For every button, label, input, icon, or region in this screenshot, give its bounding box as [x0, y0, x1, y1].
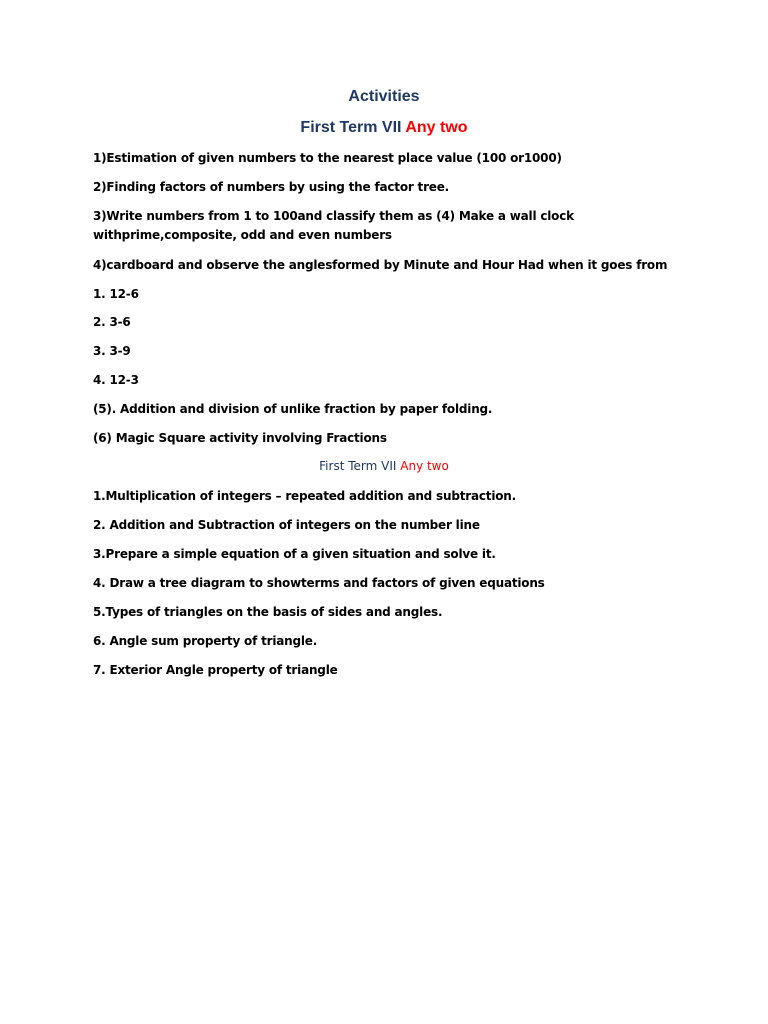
section-heading-accent: Any two [400, 459, 449, 473]
section-heading-accent: Any two [405, 119, 468, 136]
page-title: Activities [348, 88, 420, 105]
activity-item: 1.Multiplication of integers – repeated addition and subtraction. [93, 489, 516, 503]
activity-subitem: 3. 3-9 [93, 344, 131, 358]
activity-item: 1)Estimation of given numbers to the nearest place value (100 or1000) [93, 151, 562, 165]
section-heading-label: First Term VII [319, 459, 397, 473]
activity-subitem: 4. 12-3 [93, 373, 139, 387]
activity-item: 3)Write numbers from 1 to 100and classify them as (4) Make a wall clock [93, 209, 574, 223]
activity-item: (5). Addition and division of unlike fraction by paper folding. [93, 402, 493, 416]
activity-item: 2. Addition and Subtraction of integers on the number line [93, 518, 480, 532]
activity-item: 3.Prepare a simple equation of a given situation and solve it. [93, 547, 496, 561]
activity-item: 5.Types of triangles on the basis of sides and angles. [93, 605, 443, 619]
activity-item: 4)cardboard and observe the anglesformed by Minute and Hour Had when it goes from [93, 258, 668, 272]
activity-item: 6. Angle sum property of triangle. [93, 634, 318, 648]
section-heading-label: First Term VII [300, 119, 402, 136]
activity-item: 2)Finding factors of numbers by using the factor tree. [93, 180, 450, 194]
section-heading-first-term [0, 118, 768, 138]
section-heading-first-term-second [0, 458, 768, 474]
activity-item: 4. Draw a tree diagram to showterms and factors of given equations [93, 576, 545, 590]
activity-subitem: 2. 3-6 [93, 315, 131, 329]
activity-subitem: 1. 12-6 [93, 287, 139, 301]
activity-item: (6) Magic Square activity involving Fractions [93, 431, 387, 445]
activity-item-continued: withprime,composite, odd and even numbers [93, 228, 392, 242]
activity-item: 7. Exterior Angle property of triangle [93, 663, 338, 677]
